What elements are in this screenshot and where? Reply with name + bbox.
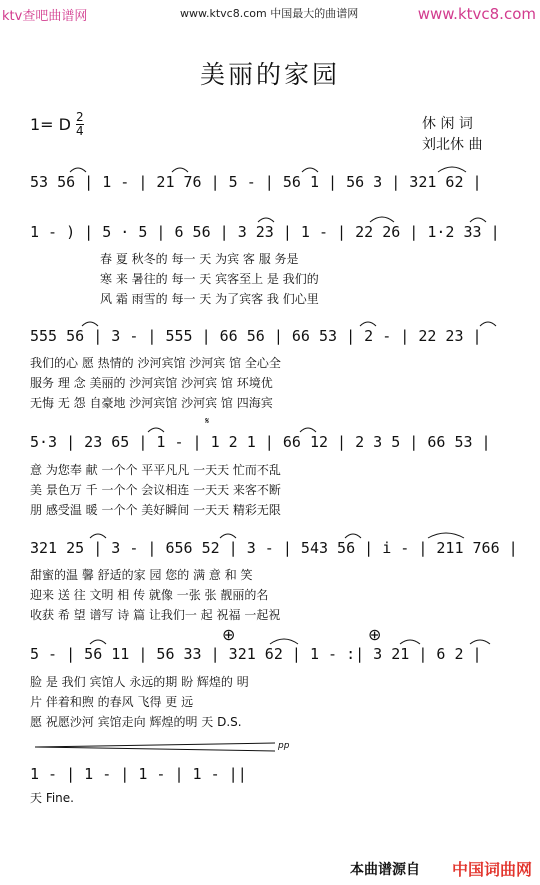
lyricist-credit: 休 闲 词 (422, 116, 473, 132)
system-6-lyric-3: 愿 祝愿沙河 宾馆走向 辉煌的明 天 D.S. (30, 715, 242, 729)
system-4-lyric-1: 意 为您奉 献 一个个 平平凡凡 一天天 忙而不乱 (30, 463, 281, 477)
system-2-lyric-2: 寒 来 暑往的 每一 天 宾客至上 是 我们的 (100, 272, 319, 286)
system-5-notes: 321 25 | 3 - | 656 52 | 3 - | 543 56 | i - | 211 766 | (30, 539, 518, 557)
system-5-lyric-1: 甜蜜的温 馨 舒适的家 园 您的 满 意 和 笑 (30, 568, 253, 582)
system-3-lyric-3: 无悔 无 怨 自豪地 沙河宾馆 沙河宾 馆 四海宾 (30, 396, 273, 410)
dynamic-pp: pp (278, 741, 290, 751)
site-logo-text[interactable]: ktv查吧曲谱网 (2, 9, 88, 24)
system-7-notes: 1 - | 1 - | 1 - | 1 - || (30, 765, 247, 783)
segno-sign: 𝄋 (205, 416, 210, 427)
system-3-lyric-2: 服务 理 念 美丽的 沙河宾馆 沙河宾 馆 环境优 (30, 376, 273, 390)
system-4-lyric-3: 朋 感受温 暖 一个个 美好瞬间 一天天 精彩无限 (30, 503, 281, 517)
song-title: 美丽的家园 (199, 60, 340, 89)
system-1-notes: 53 56 | 1 - | 21 76 | 5 - | 56 1 | 56 3 | 321 62 | (30, 173, 482, 191)
system-2-lyric-3: 风 霜 雨雪的 每一 天 为了宾客 我 们心里 (100, 292, 319, 306)
time-signature-bottom: 4 (76, 124, 84, 138)
system-6-lyric-1: 脸 是 我们 宾馆人 永远的期 盼 辉煌的 明 (30, 675, 249, 689)
key-signature: 1= D (30, 115, 71, 134)
site-url-slogan[interactable]: www.ktvc8.com 中国最大的曲谱网 (180, 7, 359, 20)
system-4-notes: 5·3 | 23 65 | 1 - | 1 2 1 | 66 12 | 2 3 5 | 66 53 | (30, 433, 491, 451)
source-site-link[interactable]: 中国词曲网 (451, 860, 532, 879)
site-url-text[interactable]: www.ktvc8.com (417, 5, 536, 23)
system-5-lyric-3: 收获 希 望 谱写 诗 篇 让我们一 起 祝福 一起祝 (30, 608, 281, 622)
system-3-lyric-1: 我们的心 愿 热情的 沙河宾馆 沙河宾 馆 全心全 (30, 356, 281, 370)
coda-sign-right: ⊕ (368, 625, 382, 644)
composer-credit: 刘北休 曲 (422, 137, 483, 153)
system-5-lyric-2: 迎来 送 往 文明 相 传 就像 一张 张 靓丽的名 (30, 588, 269, 602)
system-4-lyric-2: 美 景色万 千 一个个 会议相连 一天天 来客不断 (30, 483, 281, 497)
source-label: 本曲谱源自 (350, 862, 420, 878)
system-6-lyric-2: 片 伴着和煦 的春风 飞得 更 远 (30, 695, 194, 709)
coda-sign-left: ⊕ (222, 625, 236, 644)
system-7-lyric-1: 天 Fine. (30, 791, 74, 805)
system-2-lyric-1: 春 夏 秋冬的 每一 天 为宾 客 服 务是 (100, 252, 299, 266)
system-2-notes: 1 - ) | 5 · 5 | 6 56 | 3 23 | 1 - | 22 26 | 1·2 33 | (30, 223, 500, 241)
system-6-notes: 5 - | 56 11 | 56 33 | 321 62 | 1 - :| 3 21 | 6 2 | (30, 645, 482, 663)
time-signature-top: 2 (76, 110, 84, 124)
system-3-notes: 555 56 | 3 - | 555 | 66 56 | 66 53 | 2 - | 22 23 | (30, 327, 482, 345)
